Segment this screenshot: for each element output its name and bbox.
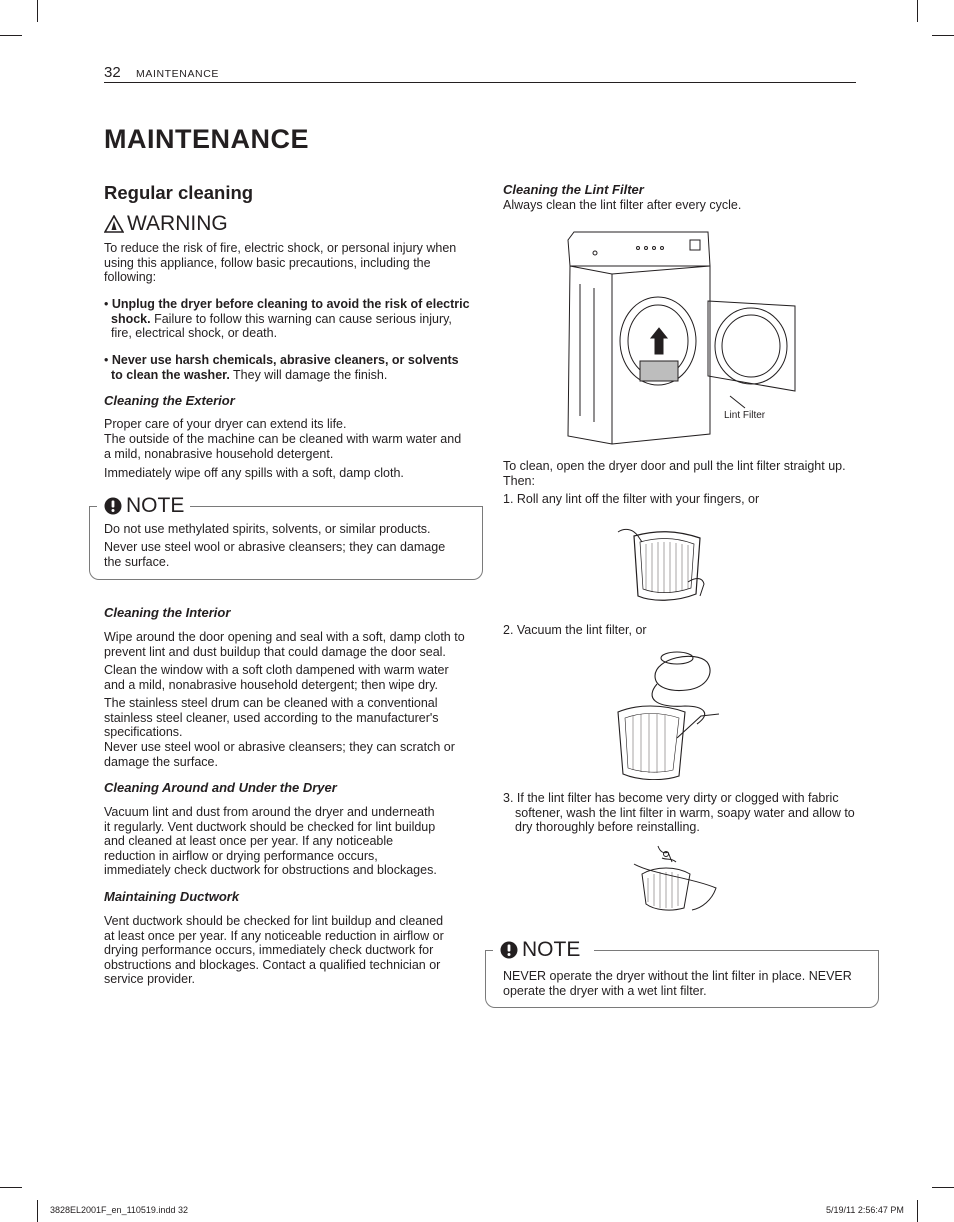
- crop-mark: [0, 35, 22, 36]
- note-text: Never use steel wool or abrasive cleansers; they can damage the surface.: [104, 540, 446, 569]
- note-heading: [498, 938, 586, 962]
- lint-heading: Cleaning the Lint Filter: [503, 182, 644, 197]
- exterior-heading: Cleaning the Exterior: [104, 393, 235, 408]
- ductwork-heading: Maintaining Ductwork: [104, 889, 240, 904]
- warning-bullet-bold: Unplug the dryer before cleaning to avoid the risk of electric shock.: [111, 297, 470, 326]
- warning-label: WARNING: [127, 212, 228, 235]
- warning-bullet-bold: Never use harsh chemicals, abrasive cleaners, or solvents to clean the washer.: [111, 353, 459, 382]
- around-heading: Cleaning Around and Under the Dryer: [104, 780, 337, 795]
- crop-mark: [917, 0, 918, 22]
- warning-bullet: • Never use harsh chemicals, abrasive cleaners, or solvents to clean the washer. They will damage the finish.: [104, 353, 459, 382]
- note-heading: [102, 494, 190, 518]
- footer-timestamp: 5/19/11 2:56:47 PM: [826, 1205, 904, 1215]
- ductwork-text: Vent ductwork should be checked for lint buildup and cleaned at least once per year. If any noticeable reduction in airflow or drying performance occurs, immediately check ductwork for obstructions and blockages. Contact a qualified technician or service provider.: [104, 914, 444, 987]
- exterior-text: Proper care of your dryer can extend its life.: [104, 417, 347, 431]
- roll-lint-illustration: [616, 524, 706, 604]
- lint-text: Always clean the lint filter after every cycle.: [503, 198, 742, 212]
- interior-heading: Cleaning the Interior: [104, 605, 231, 620]
- crop-mark: [0, 1187, 22, 1188]
- note-label: NOTE: [522, 938, 581, 961]
- warning-heading: [104, 212, 228, 236]
- interior-text: Wipe around the door opening and seal with a soft, damp cloth to prevent lint and dust buildup that could damage the door seal.: [104, 630, 465, 659]
- note-label: NOTE: [126, 494, 185, 517]
- exclamation-icon: [104, 497, 122, 515]
- page-number: 32: [104, 64, 121, 81]
- crop-mark: [37, 0, 38, 22]
- section-subtitle: Regular cleaning: [104, 182, 254, 203]
- note-text: NEVER operate the dryer without the lint filter in place. NEVER operate the dryer with a wet lint filter.: [503, 969, 852, 998]
- interior-text: Clean the window with a soft cloth dampened with warm water and a mild, nonabrasive household detergent; then wipe dry.: [104, 663, 449, 692]
- page-title: MAINTENANCE: [104, 124, 309, 154]
- crop-mark: [932, 1187, 954, 1188]
- lint-step-3: 3. If the lint filter has become very dirty or clogged with fabric softener, wash the lint filter in warm, soapy water and allow to dry thoroughly before reinstalling.: [503, 791, 855, 835]
- lint-text: To clean, open the dryer door and pull the lint filter straight up. Then:: [503, 459, 846, 488]
- warning-bullet: • Unplug the dryer before cleaning to avoid the risk of electric shock. Failure to follow this warning can cause serious injury, fire, electrical shock, or death.: [104, 297, 470, 341]
- warning-bullet-text: They will damage the finish.: [229, 367, 388, 382]
- wash-lint-illustration: [632, 844, 718, 912]
- around-text: Vacuum lint and dust from around the dryer and underneath it regularly. Vent ductwork should be checked for lint buildup and cleaned at least once per year. If any noticeable reduction in airflow or drying performance occurs, immediately check ductwork for obstructions and blockages.: [104, 805, 437, 878]
- header-rule: [104, 82, 856, 83]
- lint-filter-label: Lint Filter: [724, 410, 766, 421]
- lint-step-1: 1. Roll any lint off the filter with your fingers, or: [503, 492, 760, 506]
- exclamation-icon: [500, 941, 518, 959]
- crop-mark: [37, 1200, 38, 1222]
- warning-triangle-icon: [104, 215, 124, 233]
- running-header: MAINTENANCE: [136, 68, 220, 80]
- vacuum-lint-illustration: [615, 648, 723, 780]
- exterior-text: Immediately wipe off any spills with a soft, damp cloth.: [104, 466, 404, 480]
- warning-intro: To reduce the risk of fire, electric shock, or personal injury when using this appliance, follow basic precautions, including the following:: [104, 241, 457, 285]
- crop-mark: [932, 35, 954, 36]
- note-text: Do not use methylated spirits, solvents, or similar products.: [104, 522, 431, 536]
- footer-file: 3828EL2001F_en_110519.indd 32: [50, 1205, 188, 1215]
- lint-step-2: 2. Vacuum the lint filter, or: [503, 623, 647, 637]
- warning-bullet-text: Failure to follow this warning can cause serious injury, fire, electrical shock, or death.: [111, 311, 452, 341]
- crop-mark: [917, 1200, 918, 1222]
- exterior-text: The outside of the machine can be cleaned with warm water and a mild, nonabrasive household detergent.: [104, 432, 462, 461]
- interior-text: The stainless steel drum can be cleaned with a conventional stainless steel cleaner, used according to the manufacturer's specifications.: [104, 696, 439, 740]
- interior-text: Never use steel wool or abrasive cleansers; they can scratch or damage the surface.: [104, 740, 455, 769]
